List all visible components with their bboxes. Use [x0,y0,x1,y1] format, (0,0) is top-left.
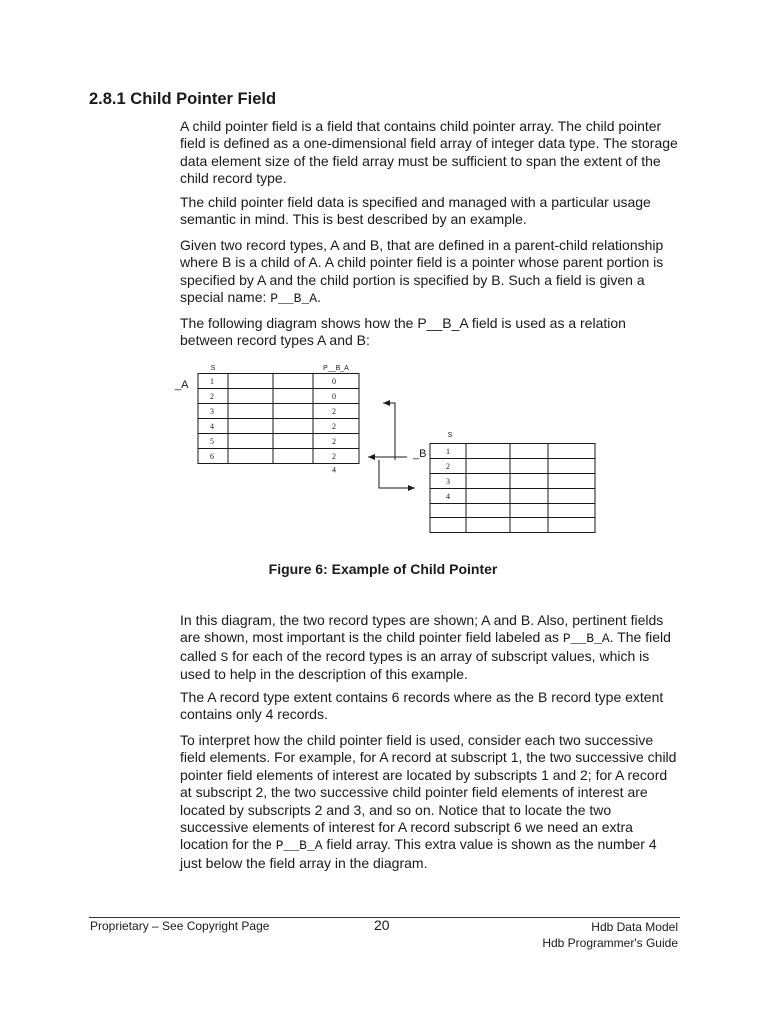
code-field-name: P__B_A [562,631,610,647]
a-s-value: 5 [210,437,214,446]
paragraph-text: The A record type extent contains 6 records where as the B record type extent contains only 4 records. [180,689,664,723]
code-field-name: S [220,649,229,665]
a-pba-value: 2 [332,437,336,446]
record-b-label: _B [413,448,427,460]
figure-caption: Figure 6: Example of Child Pointer [268,561,498,577]
a-s-value: 1 [210,377,214,386]
a-pba-header: P__B_A [323,365,349,372]
paragraph-diagram-explanation [180,612,680,684]
section-heading: 2.8.1 Child Pointer Field [89,90,277,108]
record-a-table [198,374,359,464]
a-pba-value: 2 [332,422,336,431]
page-number: 20 [374,917,390,933]
a-s-value: 6 [210,452,214,461]
b-s-header: S [447,432,453,439]
footer-document-title [542,919,678,951]
paragraph-text: To interpret how the child pointer field is used, consider each two successive field elements. For example, for A record at subscript 1, the two successive child pointer field elements of interest are located by subscripts 1 and 2; for A record at subscript 2, the two successive child pointer field elements of interest are located by subscripts 2 and 3, and so on. Notice that to locate the two successive elements of interest for A record subscript 6 we need an extra location for the [180,732,677,853]
paragraph-text: . [317,289,321,306]
b-s-value: 3 [446,477,450,486]
a-pba-value: 0 [332,392,336,401]
a-pba-value: 2 [332,452,336,461]
paragraph-text: . The field called [180,629,671,664]
b-s-value: 1 [446,447,450,456]
cell-values [210,377,450,501]
footer-copyright: Proprietary – See Copyright Page [90,919,270,933]
paragraph-interpretation [180,732,680,872]
a-s-header: S [210,365,216,372]
paragraph-extents [180,689,680,724]
b-s-value: 4 [446,492,450,501]
a-s-value: 4 [210,422,214,431]
footer-title-line: Hdb Programmer's Guide [542,936,678,950]
paragraph-text: for each of the record types is an array of subscript values, which is used to help in the description of this example. [180,647,650,683]
paragraph-text: A child pointer field is a field that contains child pointer array. The child pointer field is defined as a one-dimensional field array of integer data type. The storage data element size of the field array must be sufficient to span the extent of the child record type. [180,118,678,187]
a-pba-value: 2 [332,407,336,416]
record-a-label: _A [175,379,189,391]
a-pba-value: 0 [332,377,336,386]
code-field-name: P__B_A [270,291,318,307]
b-s-value: 2 [446,462,450,471]
connector-arrow [383,403,395,460]
a-s-value: 2 [210,392,214,401]
connector-arrow [379,460,415,488]
record-b-table [430,444,595,533]
paragraph-text: In this diagram, the two record types are shown; A and B. Also, pertinent fields are shown, most important is the child pointer field labeled as [180,612,664,646]
a-pba-extra-value: 4 [332,465,336,475]
paragraph-text: Given two record types, A and B, that are defined in a parent-child relationship where B is a child of A. A child pointer field is a pointer whose parent portion is specified by A and the child portion is specified by B. Such a field is given a special name: [180,237,664,306]
paragraph-text: field array. This extra value is shown as the number 4 just below the field array in the diagram. [180,836,657,871]
paragraph-text: The following diagram shows how the P__B_A field is used as a relation between record types A and B: [180,315,626,349]
paragraph-text: The child pointer field data is specified and managed with a particular usage semantic in mind. This is best described by an example. [180,194,651,228]
a-s-value: 3 [210,407,214,416]
footer-title-line: Hdb Data Model [591,920,678,934]
code-field-name: P__B_A [275,838,323,854]
